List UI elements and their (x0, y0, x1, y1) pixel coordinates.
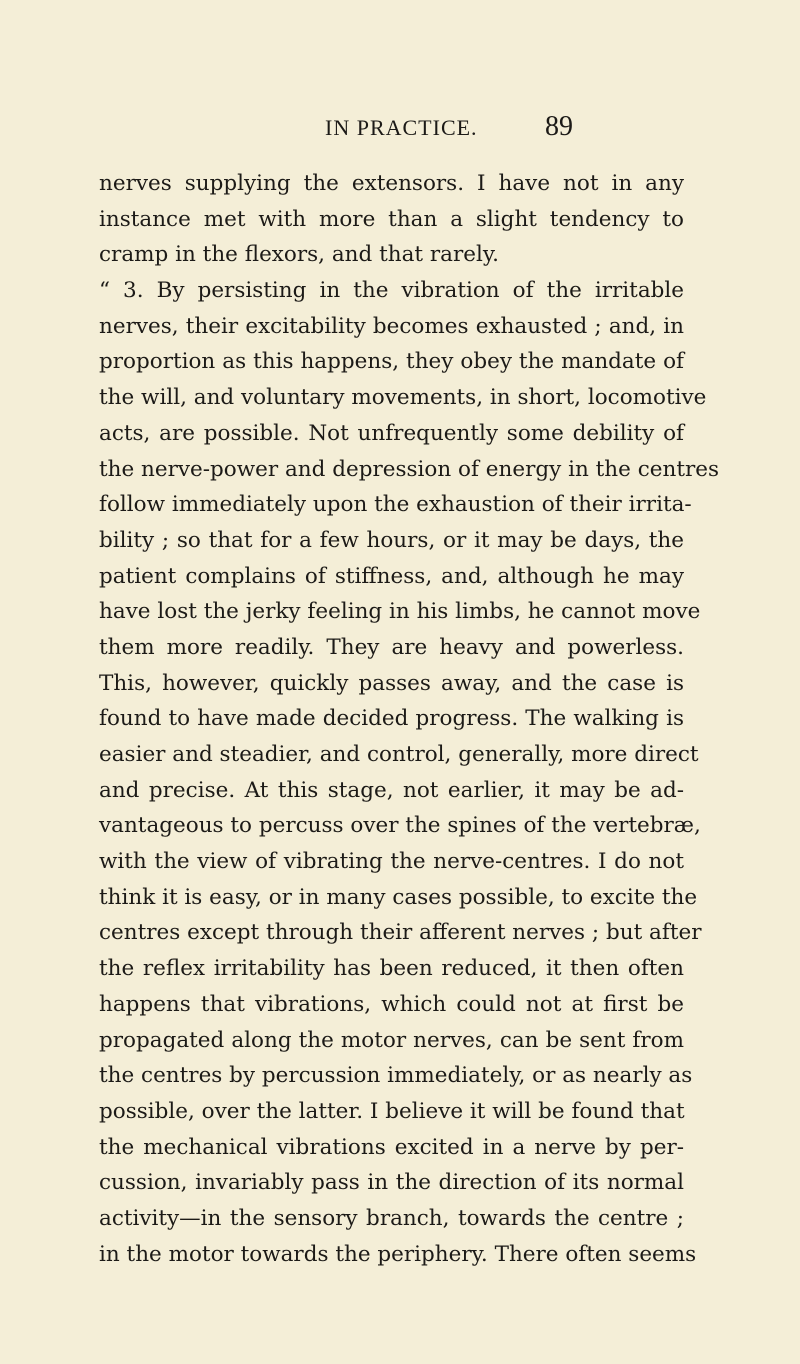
text-line: acts, are possible. Not unfrequently some debility of (99, 420, 684, 446)
text-line: easier and steadier, and control, generally, more direct (99, 742, 699, 767)
text-line: cramp in the flexors, and that rarely. (99, 242, 499, 268)
text-line: possible, over the latter. I believe it will be found that (99, 1098, 685, 1124)
text-line: vantageous to percuss over the spines of the vertebræ, (99, 813, 701, 839)
body-text (99, 166, 719, 1272)
text-line: the reflex irritability has been reduced, it then often (99, 956, 684, 982)
text-line: think it is easy, or in many cases possible, to excite the (99, 884, 698, 910)
text-line: bility ; so that for a few hours, or it may be days, the (99, 527, 684, 553)
text-line: found to have made decided progress. The walking is (99, 706, 684, 732)
text-line: nerves, their excitability becomes exhausted ; and, in (99, 313, 684, 339)
text-line: “ 3. By persisting in the vibration of the irritable (99, 278, 684, 304)
text-line: proportion as this happens, they obey the mandate of (99, 349, 684, 375)
text-line: This, however, quickly passes away, and the case is (99, 670, 684, 696)
page-number: 89 (545, 111, 573, 142)
text-line: the centres by percussion immediately, or as nearly as (99, 1063, 693, 1089)
text-line: in the motor towards the periphery. There often seems (99, 1241, 697, 1267)
running-title: IN PRACTICE. (325, 115, 478, 140)
text-line: follow immediately upon the exhaustion of their irrita- (99, 492, 692, 518)
text-line: centres except through their afferent nerves ; but after (99, 920, 702, 946)
text-line: the mechanical vibrations excited in a nerve by per- (99, 1134, 684, 1160)
text-line: cussion, invariably pass in the direction of its normal (99, 1170, 684, 1196)
text-line: propagated along the motor nerves, can be sent from (99, 1027, 684, 1053)
text-line: the will, and voluntary movements, in short, locomotive (99, 385, 707, 411)
text-line: with the view of vibrating the nerve-centres. I do not (99, 849, 684, 875)
page-header (0, 113, 800, 153)
text-line: patient complains of stiffness, and, although he may (99, 563, 684, 589)
text-line: and precise. At this stage, not earlier, it may be ad- (99, 777, 684, 803)
text-line: have lost the jerky feeling in his limbs, he cannot move (99, 599, 701, 625)
text-line: them more readily. They are heavy and powerless. (99, 634, 684, 660)
text-line: instance met with more than a slight tendency to (99, 206, 684, 232)
text-line: activity—in the sensory branch, towards the centre ; (99, 1205, 684, 1231)
text-line: happens that vibrations, which could not at first be (99, 991, 684, 1017)
text-line: the nerve-power and depression of energy in the centres (99, 456, 719, 482)
text-line: nerves supplying the extensors. I have not in any (99, 171, 684, 196)
